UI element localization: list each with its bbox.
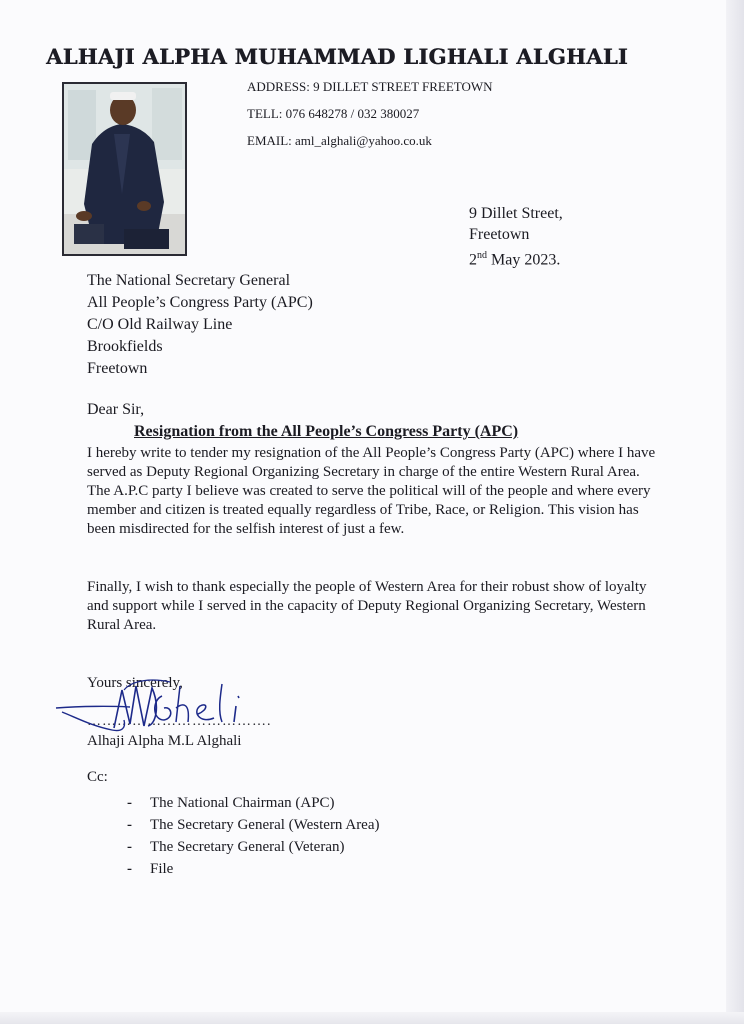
cc-item: - The Secretary General (Veteran) — [127, 836, 380, 858]
recipient-line: All People’s Congress Party (APC) — [87, 294, 313, 311]
cc-list — [127, 792, 380, 880]
cc-bullet: - — [127, 795, 132, 811]
recipient-line: The National Secretary General — [87, 272, 291, 289]
sender-city: Freetown — [469, 226, 530, 243]
sender-street: 9 Dillet Street, — [469, 205, 563, 222]
salutation: Dear Sir, — [87, 401, 145, 418]
cc-bullet: - — [127, 817, 132, 833]
paper-edge-right — [726, 0, 744, 1024]
cc-item: - File — [127, 858, 380, 880]
recipient-line: Brookfields — [87, 338, 163, 355]
signature-line: ………………………………. — [87, 714, 272, 729]
cc-bullet: - — [127, 861, 132, 877]
portrait-photo — [62, 82, 187, 256]
recipient-line: C/O Old Railway Line — [87, 316, 233, 333]
paper-edge-bottom — [0, 1012, 744, 1024]
subject-line: Resignation from the All People’s Congress Party (APC) — [134, 423, 519, 440]
cc-label: Cc: — [87, 769, 108, 785]
closing: Yours sincerely, — [87, 675, 183, 691]
letterhead-name: ALHAJI ALPHA MUHAMMAD LIGHALI ALGHALI — [46, 44, 628, 69]
cc-item: - The Secretary General (Western Area) — [127, 814, 380, 836]
body-paragraph-1: I hereby write to tender my resignation of the All People’s Congress Party (APC) where I have served as Deputy Regional Organizing Secretary in charge of the entire Western Rural Area. The A.P.C party I believe was created to serve the political will of the people and where every member and citizen is treated equally regardless of Tribe, Race, or Religion. This vision has been misdirected for the selfish interest of just a few. — [87, 445, 656, 537]
cc-item: - The National Chairman (APC) — [127, 792, 380, 814]
signatory-name: Alhaji Alpha M.L Alghali — [87, 733, 242, 749]
letter-date: 2nd May 2023. — [469, 250, 561, 269]
sender-address — [469, 203, 563, 270]
recipient-line: Freetown — [87, 360, 148, 377]
cc-bullet: - — [127, 839, 132, 855]
recipient-address — [87, 270, 313, 380]
letterhead-phone: TELL: 076 648278 / 032 380027 — [247, 106, 420, 121]
letterhead-address: ADDRESS: 9 DILLET STREET FREETOWN — [247, 79, 493, 94]
letterhead-email: EMAIL: aml_alghali@yahoo.co.uk — [247, 133, 432, 148]
body-paragraph-2: Finally, I wish to thank especially the people of Western Area for their robust show of loyalty and support while I served in the capacity of Deputy Regional Organizing Secretary, Western Rural Area. — [87, 579, 647, 633]
